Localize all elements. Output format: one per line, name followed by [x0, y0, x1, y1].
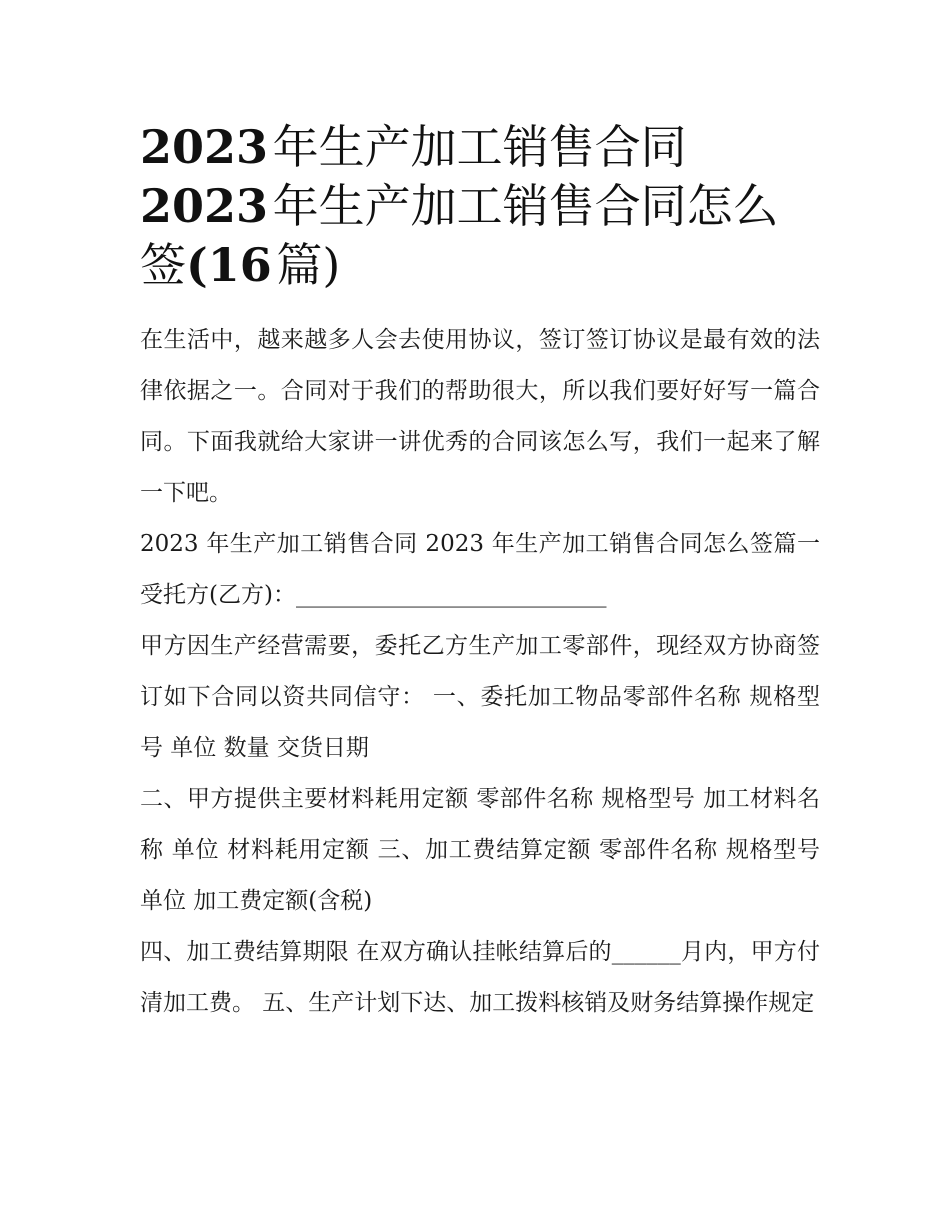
title-count: (16 — [186, 238, 272, 292]
document-content — [140, 118, 820, 1029]
paragraph-entrust: 甲方因生产经营需要，委托乙方生产加工零部件，现经双方协商签订如下合同以资共同信守： 一、委托加工物品零部件名称 规格型号 单位 数量 交货日期 — [140, 633, 820, 761]
title-end: 篇) — [276, 238, 341, 292]
paragraph-settlement: 四、加工费结算期限 在双方确认挂帐结算后的______月内，甲方付清加工费。 五、生产计划下达、加工拨料核销及财务结算操作规定 — [140, 939, 820, 1016]
title-year-1: 2023 — [140, 120, 269, 174]
title-year-2: 2023 — [140, 179, 269, 233]
title-text-1: 年生产加工销售合同 — [272, 120, 687, 174]
paragraph-heading-part1: 2023 年生产加工销售合同 2023 年生产加工销售合同怎么签篇一 受托方(乙方)：___________________________ — [140, 531, 820, 608]
title-text-2: 年生产加工销售合同怎么签 — [140, 179, 779, 292]
document-title — [140, 118, 820, 295]
paragraph-intro: 在生活中，越来越多人会去使用协议，签订签订协议是最有效的法律依据之一。合同对于我们的帮助很大，所以我们要好好写一篇合同。下面我就给大家讲一讲优秀的合同该怎么写，我们一起来了解一下吧。 — [140, 327, 820, 506]
paragraph-materials: 二、甲方提供主要材料耗用定额 零部件名称 规格型号 加工材料名称 单位 材料耗用定额 三、加工费结算定额 零部件名称 规格型号 单位 加工费定额(含税) — [140, 786, 820, 914]
